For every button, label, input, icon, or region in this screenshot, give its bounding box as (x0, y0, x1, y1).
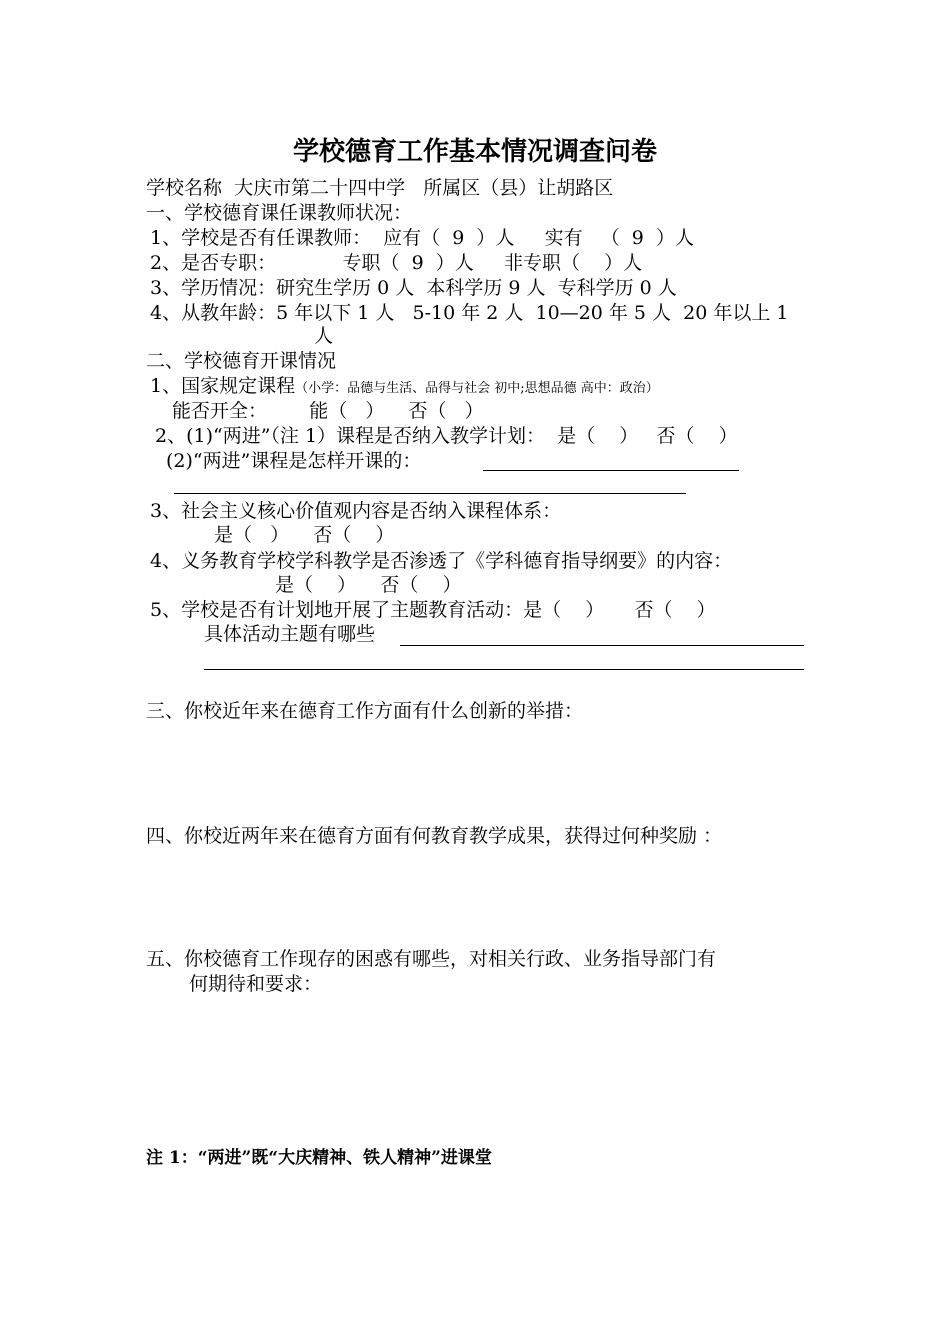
section-2-q5: 5、学校是否有计划地开展了主题教育活动：是（ ） 否（ ） (150, 599, 716, 621)
section-1-q4: 4、从教年龄：5 年以下 1 人 5-10 年 2 人 10—20 年 5 人 20 年以上 1 (150, 302, 789, 324)
answer-blank-line[interactable] (483, 470, 739, 471)
section-4-heading: 四、你校近两年来在德育方面有何教育教学成果，获得过何种奖励 ： (146, 825, 723, 847)
section-2-q3-options: 是（ ） 否（ ） (214, 524, 395, 546)
section-1-q3: 3、学历情况：研究生学历 0 人 本科学历 9 人 专科学历 0 人 (150, 277, 677, 299)
section-2-q1-main: 1、国家规定课程 (150, 375, 296, 397)
page-title: 学校德育工作基本情况调查问卷 (292, 137, 657, 167)
section-5-heading-continued: 何期待和要求： (189, 973, 323, 995)
section-2-heading: 二、学校德育开课情况 (146, 350, 337, 372)
answer-blank-line[interactable] (400, 645, 804, 646)
section-2-q2-part1: 2、(1)“两进”（注 1）课程是否纳入教学计划： 是（ ） 否（ ） (155, 425, 738, 447)
section-2-q1-note: （小学：品德与生活、品得与社会 初中;思想品德 高中：政治） (295, 381, 659, 396)
section-2-q1 (150, 374, 659, 401)
section-1-q1: 1、学校是否有任课教师： 应有（ 9 ）人 实有 （ 9 ）人 (150, 227, 694, 249)
section-2-q2-part2: (2)“两进”课程是怎样开课的： (166, 450, 422, 472)
answer-blank-line[interactable] (204, 669, 804, 670)
footnote: 注 1：“两进”既“大庆精神、铁人精神”进课堂 (146, 1148, 492, 1168)
section-5-heading: 五、你校德育工作现存的困惑有哪些，对相关行政、业务指导部门有 (146, 948, 717, 970)
section-2-q4-options: 是（ ） 否（ ） (275, 574, 462, 596)
section-2-q5-detail: 具体活动主题有哪些 (204, 623, 376, 645)
section-2-q1-options: 能否开全： 能（ ） 否（ ） (172, 400, 484, 422)
section-1-q2: 2、是否专职： 专职（ 9 ）人 非专职（ ）人 (150, 252, 643, 274)
section-2-q4: 4、义务教育学校学科教学是否渗透了《学科德育指导纲要》的内容： (150, 550, 733, 572)
school-info-line: 学校名称 大庆市第二十四中学 所属区（县）让胡路区 (146, 177, 614, 199)
section-2-q3: 3、社会主义核心价值观内容是否纳入课程体系： (150, 500, 562, 522)
section-3-heading: 三、你校近年来在德育工作方面有什么创新的举措： (146, 700, 584, 722)
section-1-heading: 一、学校德育课任课教师状况： (146, 202, 413, 224)
section-1-q4-continued: 人 (314, 325, 334, 347)
answer-blank-line[interactable] (174, 493, 686, 494)
